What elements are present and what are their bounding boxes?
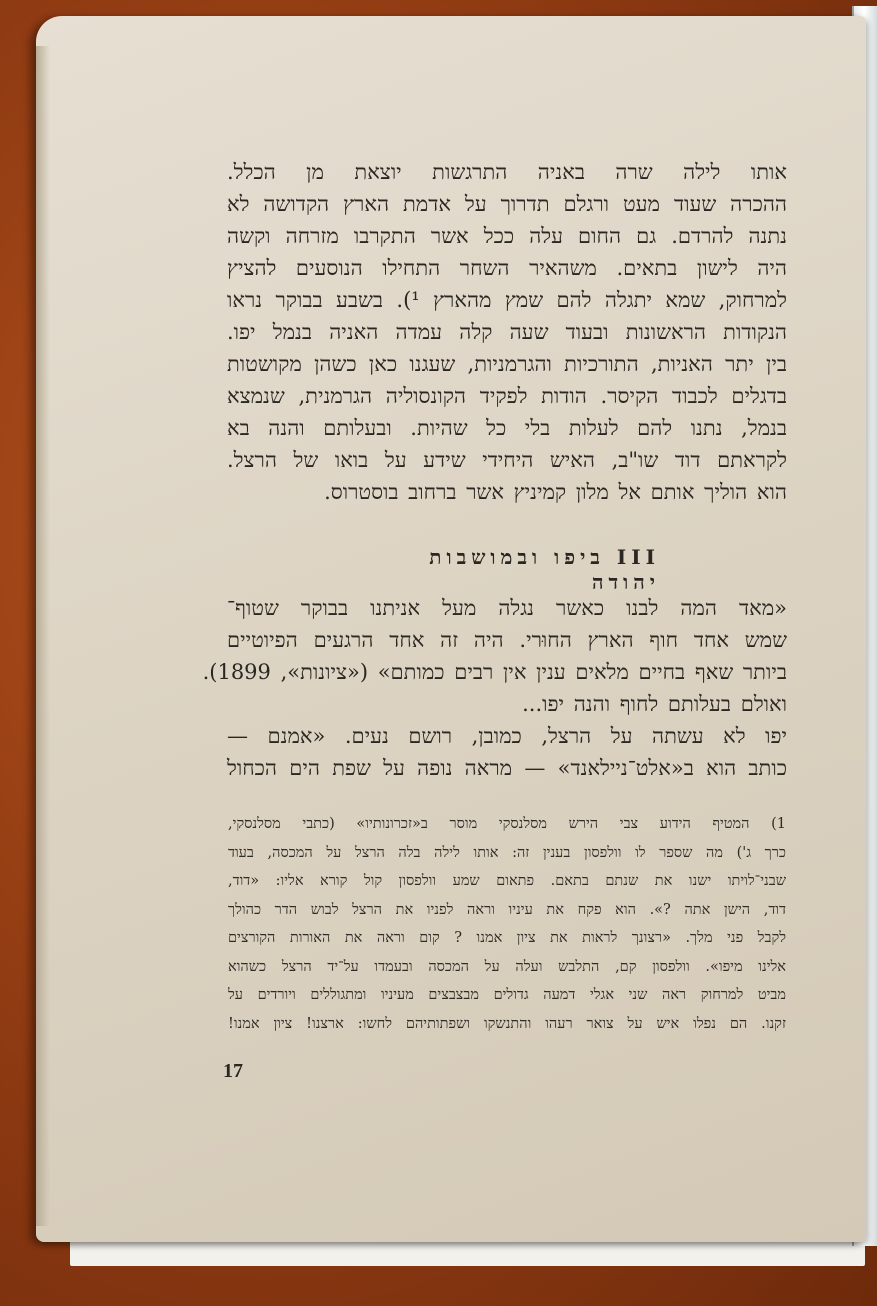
text-line: בדגלים לכבוד הקיסר. הודות לפקיד הקונסוליה הגרמנית, שנמצא: [227, 384, 787, 408]
text-line: אותו לילה שרה באניה התרגשות יוצאת מן הכלל.: [227, 160, 787, 184]
footnote-line: שבני־לויתו ישנו את שנתם בתאם. פתאום שמע וולפסון קול קורא אליו: «דוד,: [228, 873, 786, 889]
page-number: 17: [223, 1060, 243, 1082]
text-line: לקראתם דוד שו"ב, האיש היחידי שידע על בואו של הרצל.: [227, 448, 787, 472]
text-line: בנמל, נתנו להם לעלות בלי כל שהיות. ובעלותם והנה בא: [227, 416, 787, 440]
footnote-line: לקבל פני מלך. «רצונך לראות את ציון אמנו ? קום וראה את האורות הקורצים: [228, 930, 786, 946]
text-line: נתנה להרדם. גם החום עלה ככל אשר התקרבו מזרחה וקשה: [227, 224, 787, 248]
footnote-line: זקנו. הם נפלו איש על צואר רעהו והתנשקו ושפתותיהם לחשו: ארצנו! ציון אמנו!: [228, 1015, 786, 1032]
text-line: ביותר שאף בחיים מלאים ענין אין רבים כמותם» («ציונות», 1899).: [202, 660, 787, 684]
text-line: יפו לא עשתה על הרצל, כמובן, רושם נעים. «אמנם —: [227, 724, 787, 748]
text-line: ואולם בעלותם לחוף והנה יפו...: [522, 692, 787, 716]
section-heading: III ביפו ובמושבות יהודה: [429, 545, 660, 594]
footnote-line: דוד, הישן אתה ?». הוא פקח את עיניו וראה לפניו את הרצל לבוש הדר כהולך: [228, 901, 786, 918]
footnote-line: מביט למרחוק ראה שני אגלי דמעה גדולים מבצבצים מעיניו ומתגוללים ויורדים על: [228, 987, 786, 1003]
text-line: הנקודות הראשונות ובעוד שעה קלה עמדה האניה בנמל יפו.: [227, 320, 787, 344]
footnote-line: אלינו מיפו». וולפסון קם, התלבש ועלה על המכסה ובעמדו על־יד הרצל כשהוא: [228, 958, 786, 975]
text-line: היה לישון בתאים. משהאיר השחר התחילו הנוסעים להציץ: [227, 256, 787, 280]
footnote: [228, 810, 786, 1038]
section-paragraph: [202, 592, 787, 784]
text-line: ההכרה שעוד מעט ורגלם תדרוך על אדמת הארץ הקדושה לא: [227, 192, 787, 216]
text-line: «מאד המה לבנו כאשר נגלה מעל אניתנו בבוקר שטוף־: [227, 596, 787, 620]
footnote-line: כרך ג') מה שספר לו וולפסון בענין זה: אותו לילה בלה הרצל על המכסה, בעוד: [228, 844, 786, 861]
text-line: שמש אחד חוף הארץ החוּרי. היה זה אחד הרגעים הפיוטיים: [227, 628, 787, 652]
text-line: בין יתר האניות, התורכיות והגרמניות, שעגנו כאן כשהן מקושטות: [227, 352, 787, 376]
text-line: למרחוק, שמא יתגלה להם שמץ מהארץ ¹). בשבע בבוקר נראו: [227, 288, 787, 312]
footnote-line: 1) המטיף הידוע צבי הירש מסלנסקי מוסר ב«זכרונותיו» (כתבי מסלנסקי,: [228, 816, 786, 832]
text-line: כותב הוא ב«אלט־ניילאנד» — מראה נופה על שפת הים הכחול: [227, 756, 787, 780]
text-line: הוא הוליך אותם אל מלון קמיניץ אשר ברחוב בוסטרוס.: [324, 480, 787, 504]
main-paragraph: [227, 156, 787, 508]
